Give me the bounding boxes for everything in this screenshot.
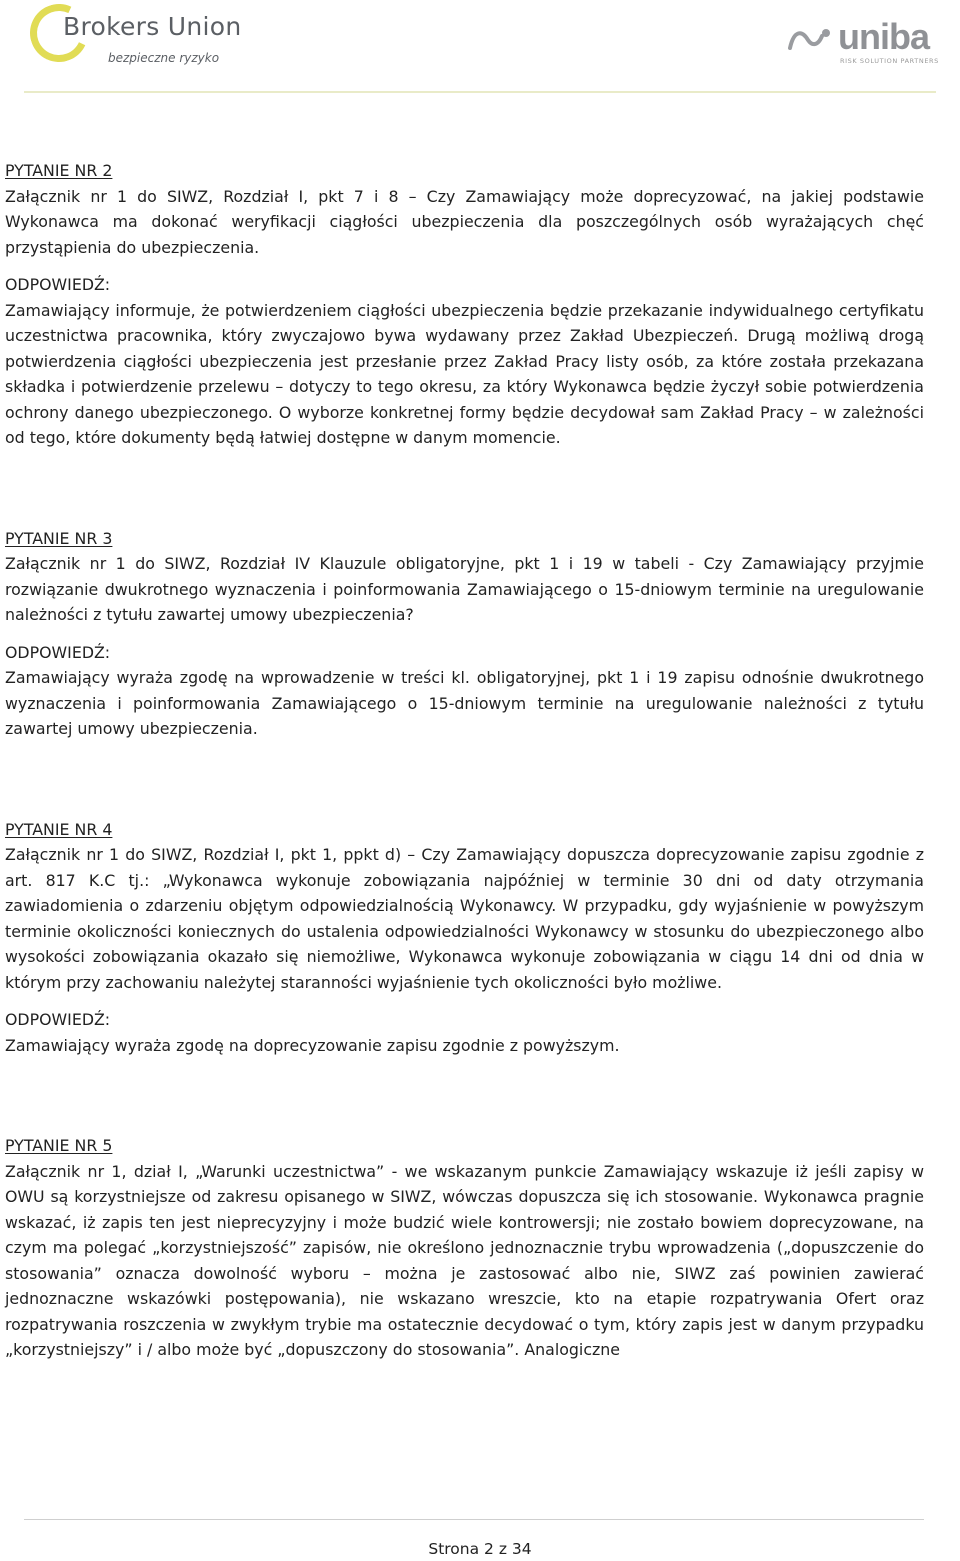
question-block xyxy=(5,158,924,451)
page-number: Strona 2 z 34 xyxy=(428,1540,532,1558)
answer-text: Zamawiający wyraża zgodę na doprecyzowanie zapisu zgodnie z powyższym. xyxy=(5,1035,620,1055)
answer-label: ODPOWIEDŹ: xyxy=(5,275,111,294)
question-text: Załącznik nr 1, dział I, „Warunki uczestnictwa” - we wskazanym punkcie Zamawiający wskazuje iż jeśli zapisy w OWU są korzystniejsze od zakresu opisanego w SIWZ, wówczas dopuszcza się ich stosowanie. Wykonawca pragnie wskazać, iż zapis ten jest nieprecyzyjny i może budzić wiele kontrowersji; nie zostało bowiem doprecyzowane, na czym ma polegać „korzystniejszość” zapisów, nie określono jednoznacznie trybu wprowadzenia („dopuszczenie do stosowania” oznacza dowolność wyboru – można je zastosować albo nie, SIWZ zaś powinien zawierać jednoznaczne wskazówki postępowania), nie wskazano wreszcie, kto na etapie rozpatrywania Ofert oraz rozpatrywania roszczenia w zwykłym trybie ma ostatecznie decydować o tym, który zapis jest w danym przypadku „korzystniejszy” i / albo może być „dopuszczony do stosowania”. Analogiczne xyxy=(5,1161,924,1359)
question-heading: PYTANIE NR 4 xyxy=(5,819,113,839)
question-text: Załącznik nr 1 do SIWZ, Rozdział I, pkt 1, ppkt d) – Czy Zamawiający dopuszcza doprecyzowanie zapisu zgodnie z art. 817 K.C tj.: „Wykonawca wykonuje zobowiązania najpóźniej w terminie 30 dni od daty otrzymania zawiadomienia o zdarzeniu objętym odpowiedzialnością Wykonawcy. W przypadku, gdy wyjaśnienie w powyższym terminie okoliczności koniecznych do ustalenia odpowiedzialności Wykonawcy w stosunku do ubezpieczonego albo wysokości zobowiązania okazało się niemożliwe, Wykonawca wykonuje zobowiązania w ciągu 14 dni od dnia w którym przy zachowaniu należytej staranności wyjaśnienie tych okoliczności było możliwe. xyxy=(5,845,924,992)
brokers-union-tagline: bezpieczne ryzyko xyxy=(108,51,220,65)
uniba-mark-icon xyxy=(788,26,832,52)
answer-text: Zamawiający informuje, że potwierdzeniem ciągłości ubezpieczenia będzie przekazanie indywidualnego certyfikatu uczestnictwa pracownika, który zwyczajowo bywa wydawany przez Zakład Ubezpieczeń. Drugą możliwą drogą potwierdzenia ciągłości ubezpieczenia jest przesłanie przez Zakład Pracy listy osób, za które została przekazana składka i potwierdzenie przelewu – dotyczy to tego okresu, za który Wykonawca będzie życzył sobie potwierdzenia ochrony danego ubezpieczonego. O wyborze konkretnej formy będzie decydował sam Zakład Pracy – w zależności od tego, które dokumenty będą łatwiej dostępne w danym momencie. xyxy=(5,300,924,447)
footer-divider xyxy=(24,1519,924,1520)
question-heading: PYTANIE NR 2 xyxy=(5,161,113,180)
question-text: Załącznik nr 1 do SIWZ, Rozdział I, pkt 7 i 8 – Czy Zamawiający może doprecyzować, na jakiej podstawie Wykonawca ma dokonać weryfikacji ciągłości ubezpieczenia dla poszczególnych osób wyrażających chęć przystąpienia do ubezpieczenia. xyxy=(5,186,924,257)
answer-text: Zamawiający wyraża zgodę na wprowadzenie w treści kl. obligatoryjnej, pkt 1 i 19 zapisu odnośnie dwukrotnego wyznaczenia i poinformowania Zamawiającego o 15-dniowym terminie na uregulowanie należności z tytułu zawartej umowy ubezpieczenia. xyxy=(5,668,924,738)
brokers-union-name: Brokers Union xyxy=(63,12,242,41)
answer-label: ODPOWIEDŹ: xyxy=(5,1010,111,1029)
uniba-name: uniba xyxy=(838,16,929,57)
question-heading: PYTANIE NR 3 xyxy=(5,528,113,548)
uniba-tagline: RISK SOLUTION PARTNERS xyxy=(840,57,939,65)
question-block xyxy=(5,526,924,742)
document-body xyxy=(5,158,924,1363)
question-text: Załącznik nr 1 do SIWZ, Rozdział IV Klauzule obligatoryjne, pkt 1 i 19 w tabeli - Czy Zamawiający przyjmie rozwiązanie dwukrotnego wyznaczenia i poinformowania Zamawiającego o 15-dniowym terminie na uregulowanie należności z tytułu zawartej umowy ubezpieczenia? xyxy=(5,554,924,624)
question-heading: PYTANIE NR 5 xyxy=(5,1136,113,1155)
question-block xyxy=(5,817,924,1059)
uniba-logo xyxy=(788,16,954,76)
page-header xyxy=(0,0,960,96)
header-divider xyxy=(24,91,936,93)
answer-label: ODPOWIEDŹ: xyxy=(5,642,111,662)
brokers-union-logo xyxy=(30,4,290,74)
question-block xyxy=(5,1133,924,1363)
